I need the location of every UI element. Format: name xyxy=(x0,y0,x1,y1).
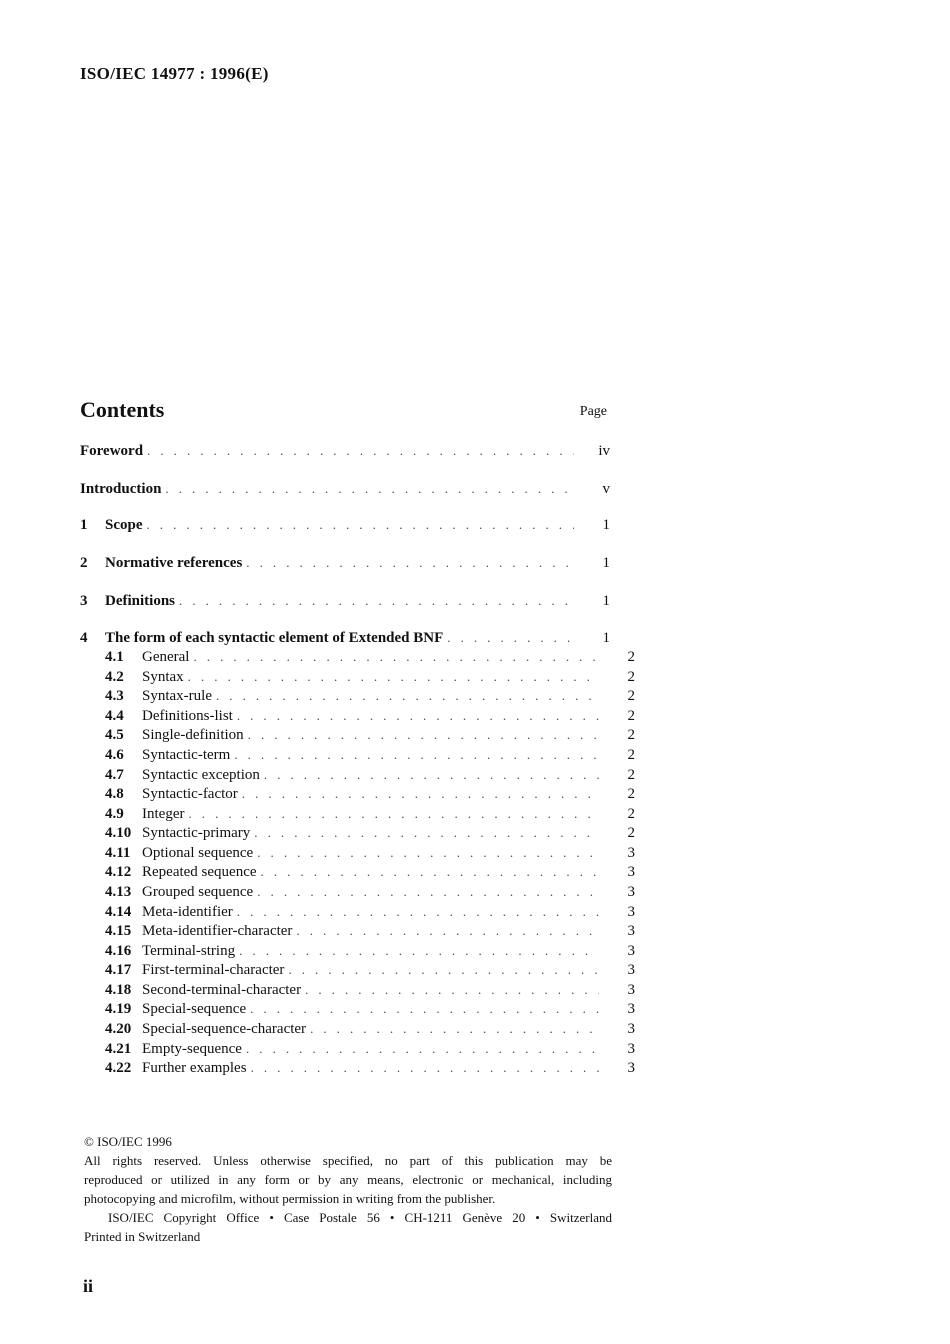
toc-entry-page: 2 xyxy=(627,786,635,802)
toc-entry-page: 1 xyxy=(602,630,610,646)
toc-entry-title: Terminal-string xyxy=(142,943,236,959)
rights-statement: reproduced or utilized in any form or by any means, electronic or mechanical, including xyxy=(84,1172,612,1187)
toc-entry-title: Foreword xyxy=(80,443,144,459)
toc-entry-title: Empty-sequence xyxy=(142,1041,242,1057)
toc-subentry[interactable] xyxy=(80,745,635,765)
toc-entry-title: Meta-identifier xyxy=(142,904,233,920)
toc-entry-page: iv xyxy=(598,443,610,459)
toc-subentry[interactable] xyxy=(80,804,635,824)
toc-entry-title: Single-definition xyxy=(142,727,244,743)
toc-entry-number: 4.7 xyxy=(105,767,124,783)
toc-entry-number: 4.18 xyxy=(105,982,132,998)
toc-subentry[interactable] xyxy=(80,647,635,667)
toc-subentry[interactable] xyxy=(80,686,635,706)
toc-subentry[interactable] xyxy=(80,902,635,922)
toc-subentry[interactable] xyxy=(80,765,635,785)
toc-subentry[interactable] xyxy=(80,725,635,745)
contents-heading: Contents xyxy=(80,397,165,422)
toc-entry-number: 4.20 xyxy=(105,1021,132,1037)
toc-subentry[interactable] xyxy=(80,999,635,1019)
toc-subentry[interactable] xyxy=(80,823,635,843)
toc-entry-title: Syntax-rule xyxy=(142,688,212,704)
toc-entry-number: 4.17 xyxy=(105,962,132,978)
toc-entry-introduction[interactable] xyxy=(80,479,610,499)
toc-entry-page: 2 xyxy=(627,747,635,763)
toc-subentry[interactable] xyxy=(80,667,635,687)
toc-entry-title: Special-sequence xyxy=(142,1001,247,1017)
toc-entry-number: 2 xyxy=(80,555,88,571)
toc-entry-page: 3 xyxy=(627,845,635,861)
toc-entry-syntactic-elements[interactable] xyxy=(80,628,610,648)
toc-entry-number: 4.19 xyxy=(105,1001,132,1017)
toc-entry-page: 2 xyxy=(627,688,635,704)
toc-entry-page: 3 xyxy=(627,1060,635,1076)
toc-entry-title: General xyxy=(142,649,190,665)
toc-subentry[interactable] xyxy=(80,921,635,941)
toc-entry-number: 4 xyxy=(80,630,88,646)
toc-entry-page: 1 xyxy=(602,517,610,533)
toc-entry-number: 4.21 xyxy=(105,1041,132,1057)
toc-entry-number: 4.4 xyxy=(105,708,124,724)
toc-entry-number: 4.5 xyxy=(105,727,124,743)
toc-entry-number: 4.12 xyxy=(105,864,132,880)
toc-subentry[interactable] xyxy=(80,843,635,863)
toc-entry-title: Integer xyxy=(142,806,185,822)
page-column-label: Page xyxy=(579,404,607,419)
toc-entry-page: 3 xyxy=(627,923,635,939)
toc-entry-page: 3 xyxy=(627,1001,635,1017)
toc-entry-title: Special-sequence-character xyxy=(142,1021,307,1037)
toc-subentry[interactable] xyxy=(80,862,635,882)
toc-entry-page: 3 xyxy=(627,1041,635,1057)
toc-entry-title: Syntactic-primary xyxy=(142,825,251,841)
toc-entry-page: 3 xyxy=(627,884,635,900)
toc-subentry[interactable] xyxy=(80,784,635,804)
toc-subentry[interactable] xyxy=(80,960,635,980)
toc-entry-title: Syntactic-factor xyxy=(142,786,238,802)
toc-entry-title: Introduction xyxy=(80,481,162,497)
toc-entry-title: Syntactic exception xyxy=(142,767,260,783)
toc-entry-number: 4.9 xyxy=(105,806,124,822)
toc-entry-definitions[interactable] xyxy=(80,591,610,611)
toc-entry-number: 4.3 xyxy=(105,688,124,704)
toc-entry-scope[interactable] xyxy=(80,515,610,535)
toc-entry-title: Grouped sequence xyxy=(142,884,254,900)
toc-entry-title: Definitions xyxy=(105,593,176,609)
toc-entry-title: Syntactic-term xyxy=(142,747,231,763)
toc-entry-page: 3 xyxy=(627,864,635,880)
toc-entry-number: 3 xyxy=(80,593,88,609)
toc-entry-foreword[interactable] xyxy=(80,441,610,461)
toc-entry-number: 4.11 xyxy=(105,845,131,861)
toc-entry-number: 4.1 xyxy=(105,649,124,665)
toc-entry-number: 4.8 xyxy=(105,786,124,802)
toc-entry-title: Second-terminal-character xyxy=(142,982,302,998)
toc-entry-page: 3 xyxy=(627,904,635,920)
rights-statement: All rights reserved. Unless otherwise specified, no part of this publication may be xyxy=(84,1153,612,1168)
printed-in: Printed in Switzerland xyxy=(84,1229,201,1244)
toc-entry-number: 4.22 xyxy=(105,1060,132,1076)
toc-entry-page: 1 xyxy=(602,555,610,571)
toc-entry-page: 3 xyxy=(627,943,635,959)
toc-entry-page: 3 xyxy=(627,982,635,998)
toc-entry-title: Definitions-list xyxy=(142,708,233,724)
toc-entry-page: 3 xyxy=(627,962,635,978)
toc-entry-number: 4.15 xyxy=(105,923,132,939)
toc-entry-title: Repeated sequence xyxy=(142,864,257,880)
toc-subentry[interactable] xyxy=(80,1039,635,1059)
page-number: ii xyxy=(83,1276,94,1296)
toc-entry-page: 2 xyxy=(627,649,635,665)
toc-subentry[interactable] xyxy=(80,1019,635,1039)
toc-entry-page: 2 xyxy=(627,767,635,783)
rights-statement: photocopying and microfilm, without permission in writing from the publisher. xyxy=(84,1191,496,1206)
toc-entry-number: 4.6 xyxy=(105,747,124,763)
copyright-line: © ISO/IEC 1996 xyxy=(84,1134,172,1149)
toc-entry-page: 2 xyxy=(627,727,635,743)
toc-entry-title: Meta-identifier-character xyxy=(142,923,293,939)
document-header: ISO/IEC 14977 : 1996(E) xyxy=(80,64,269,83)
toc-entry-number: 4.14 xyxy=(105,904,132,920)
toc-subentry[interactable] xyxy=(80,882,635,902)
toc-subentry[interactable] xyxy=(80,1058,635,1078)
copyright-notice xyxy=(84,1132,612,1246)
toc-entry-title: Further examples xyxy=(142,1060,247,1076)
toc-entry-number: 4.16 xyxy=(105,943,132,959)
toc-entry-page: 2 xyxy=(627,708,635,724)
copyright-office-address: ISO/IEC Copyright Office • Case Postale 56 • CH-1211 Genève 20 • Switzerland xyxy=(108,1210,612,1225)
toc-entry-title: Syntax xyxy=(142,669,184,685)
toc-subentry[interactable] xyxy=(80,706,635,726)
toc-entry-title: Optional sequence xyxy=(142,845,254,861)
toc-entry-page: 2 xyxy=(627,825,635,841)
toc-entry-number: 4.2 xyxy=(105,669,124,685)
toc-entry-normative-references[interactable] xyxy=(80,553,610,573)
toc-entry-page: 1 xyxy=(602,593,610,609)
toc-entry-page: v xyxy=(602,481,610,497)
toc-entry-title: The form of each syntactic element of Extended BNF xyxy=(105,630,444,646)
toc-entry-page: 2 xyxy=(627,806,635,822)
toc-entry-title: Normative references xyxy=(105,555,243,571)
toc-entry-number: 4.10 xyxy=(105,825,132,841)
toc-entry-number: 4.13 xyxy=(105,884,132,900)
toc-subentry[interactable] xyxy=(80,941,635,961)
toc-subentry[interactable] xyxy=(80,980,635,1000)
toc-entry-number: 1 xyxy=(80,517,88,533)
toc-entry-page: 2 xyxy=(627,669,635,685)
toc-entry-title: Scope xyxy=(105,517,143,533)
toc-entry-page: 3 xyxy=(627,1021,635,1037)
toc-entry-title: First-terminal-character xyxy=(142,962,285,978)
